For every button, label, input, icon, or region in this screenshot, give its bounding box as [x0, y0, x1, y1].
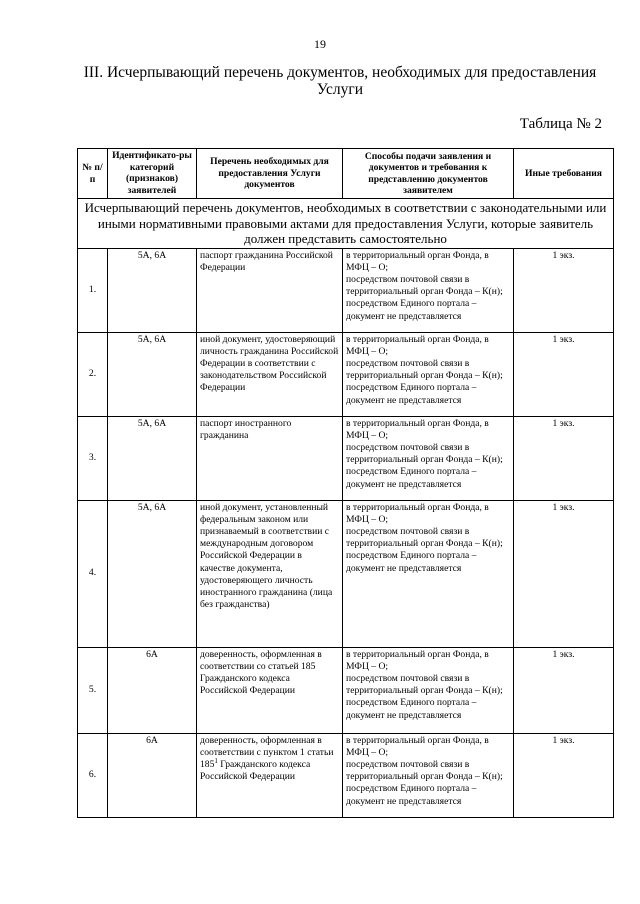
row-document: иной документ, установленный федеральным законом или признаваемый в соответствии с международным договором Российской Федерации в качестве документа, удостоверяющего личность иностранного гражданина (лица без гражданства) [197, 500, 343, 647]
row-ident: 5А, 6А [108, 500, 197, 647]
row-num: 5. [78, 647, 108, 733]
table-row [78, 500, 614, 647]
header-num: № п/п [78, 149, 108, 199]
header-methods: Способы подачи заявления и документов и требования к представлению документов заявителем [343, 149, 514, 199]
method-mail: посредством почтовой связи в территориальный орган Фонда – К(н); [346, 525, 503, 550]
row-document [197, 733, 343, 817]
row-methods [343, 332, 514, 416]
row-num: 6. [78, 733, 108, 817]
header-other: Иные требования [514, 149, 614, 199]
method-portal: посредством Единого портала – документ не представляется [346, 550, 477, 574]
table-row [78, 733, 614, 817]
method-mail: посредством почтовой связи в территориальный орган Фонда – К(н); [346, 672, 503, 697]
header-ident: Идентификато-ры категорий (признаков) заявителей [108, 149, 197, 199]
table-row [78, 248, 614, 332]
row-document: иной документ, удостоверяющий личность гражданина Российской Федерации в соответствии с законодательством Российской Федерации [197, 332, 343, 416]
method-mail: посредством почтовой связи в территориальный орган Фонда – К(н); [346, 273, 503, 298]
documents-table [77, 148, 614, 818]
row-num: 4. [78, 500, 108, 647]
section-row-text: Исчерпывающий перечень документов, необходимых в соответствии с законодательными или иными нормативными правовыми актами для предоставления Услуги, которые заявитель должен представить самостоятельно [78, 199, 614, 249]
method-portal: посредством Единого портала – документ не представляется [346, 466, 477, 490]
row-methods [343, 500, 514, 647]
table-label: Таблица № 2 [519, 116, 602, 132]
section-row [78, 199, 614, 249]
row-methods [343, 647, 514, 733]
doc-superscript: 1 [214, 756, 218, 765]
row-ident: 5А, 6А [108, 248, 197, 332]
section-title: III. Исчерпывающий перечень документов, необходимых для предоставления Услуги [83, 64, 597, 98]
table-header-row [78, 149, 614, 199]
row-other: 1 экз. [514, 248, 614, 332]
method-portal: посредством Единого портала – документ не представляется [346, 298, 477, 322]
row-document: паспорт гражданина Российской Федерации [197, 248, 343, 332]
row-other: 1 экз. [514, 332, 614, 416]
row-methods [343, 733, 514, 817]
row-num: 1. [78, 248, 108, 332]
method-portal: посредством Единого портала – документ не представляется [346, 382, 477, 406]
row-num: 3. [78, 416, 108, 500]
row-document: доверенность, оформленная в соответствии со статьей 185 Гражданского кодекса Российской Федерации [197, 647, 343, 733]
row-other: 1 экз. [514, 500, 614, 647]
row-ident: 6А [108, 733, 197, 817]
row-methods [343, 248, 514, 332]
doc-text-before: доверенность, оформленная в соответствии с пунктом 1 статьи 185 [200, 734, 334, 770]
header-docs: Перечень необходимых для предоставления Услуги документов [197, 149, 343, 199]
method-office: в территориальный орган Фонда, в МФЦ – О; [346, 333, 489, 357]
table-row [78, 332, 614, 416]
row-other: 1 экз. [514, 416, 614, 500]
method-office: в территориальный орган Фонда, в МФЦ – О; [346, 417, 489, 441]
method-office: в территориальный орган Фонда, в МФЦ – О; [346, 501, 489, 525]
doc-text-after: Гражданского кодекса Российской Федерации [200, 758, 311, 783]
method-portal: посредством Единого портала – документ не представляется [346, 697, 477, 721]
method-office: в территориальный орган Фонда, в МФЦ – О; [346, 648, 489, 672]
table-row [78, 647, 614, 733]
row-ident: 6А [108, 647, 197, 733]
method-office: в территориальный орган Фонда, в МФЦ – О; [346, 249, 489, 273]
row-ident: 5А, 6А [108, 416, 197, 500]
method-mail: посредством почтовой связи в территориальный орган Фонда – К(н); [346, 758, 503, 783]
row-methods [343, 416, 514, 500]
method-portal: посредством Единого портала – документ не представляется [346, 783, 477, 807]
row-other: 1 экз. [514, 733, 614, 817]
method-mail: посредством почтовой связи в территориальный орган Фонда – К(н); [346, 441, 503, 466]
row-document: паспорт иностранного гражданина [197, 416, 343, 500]
row-num: 2. [78, 332, 108, 416]
table-row [78, 416, 614, 500]
row-ident: 5А, 6А [108, 332, 197, 416]
method-office: в территориальный орган Фонда, в МФЦ – О; [346, 734, 489, 758]
method-mail: посредством почтовой связи в территориальный орган Фонда – К(н); [346, 357, 503, 382]
row-other: 1 экз. [514, 647, 614, 733]
page-number: 19 [314, 37, 326, 51]
